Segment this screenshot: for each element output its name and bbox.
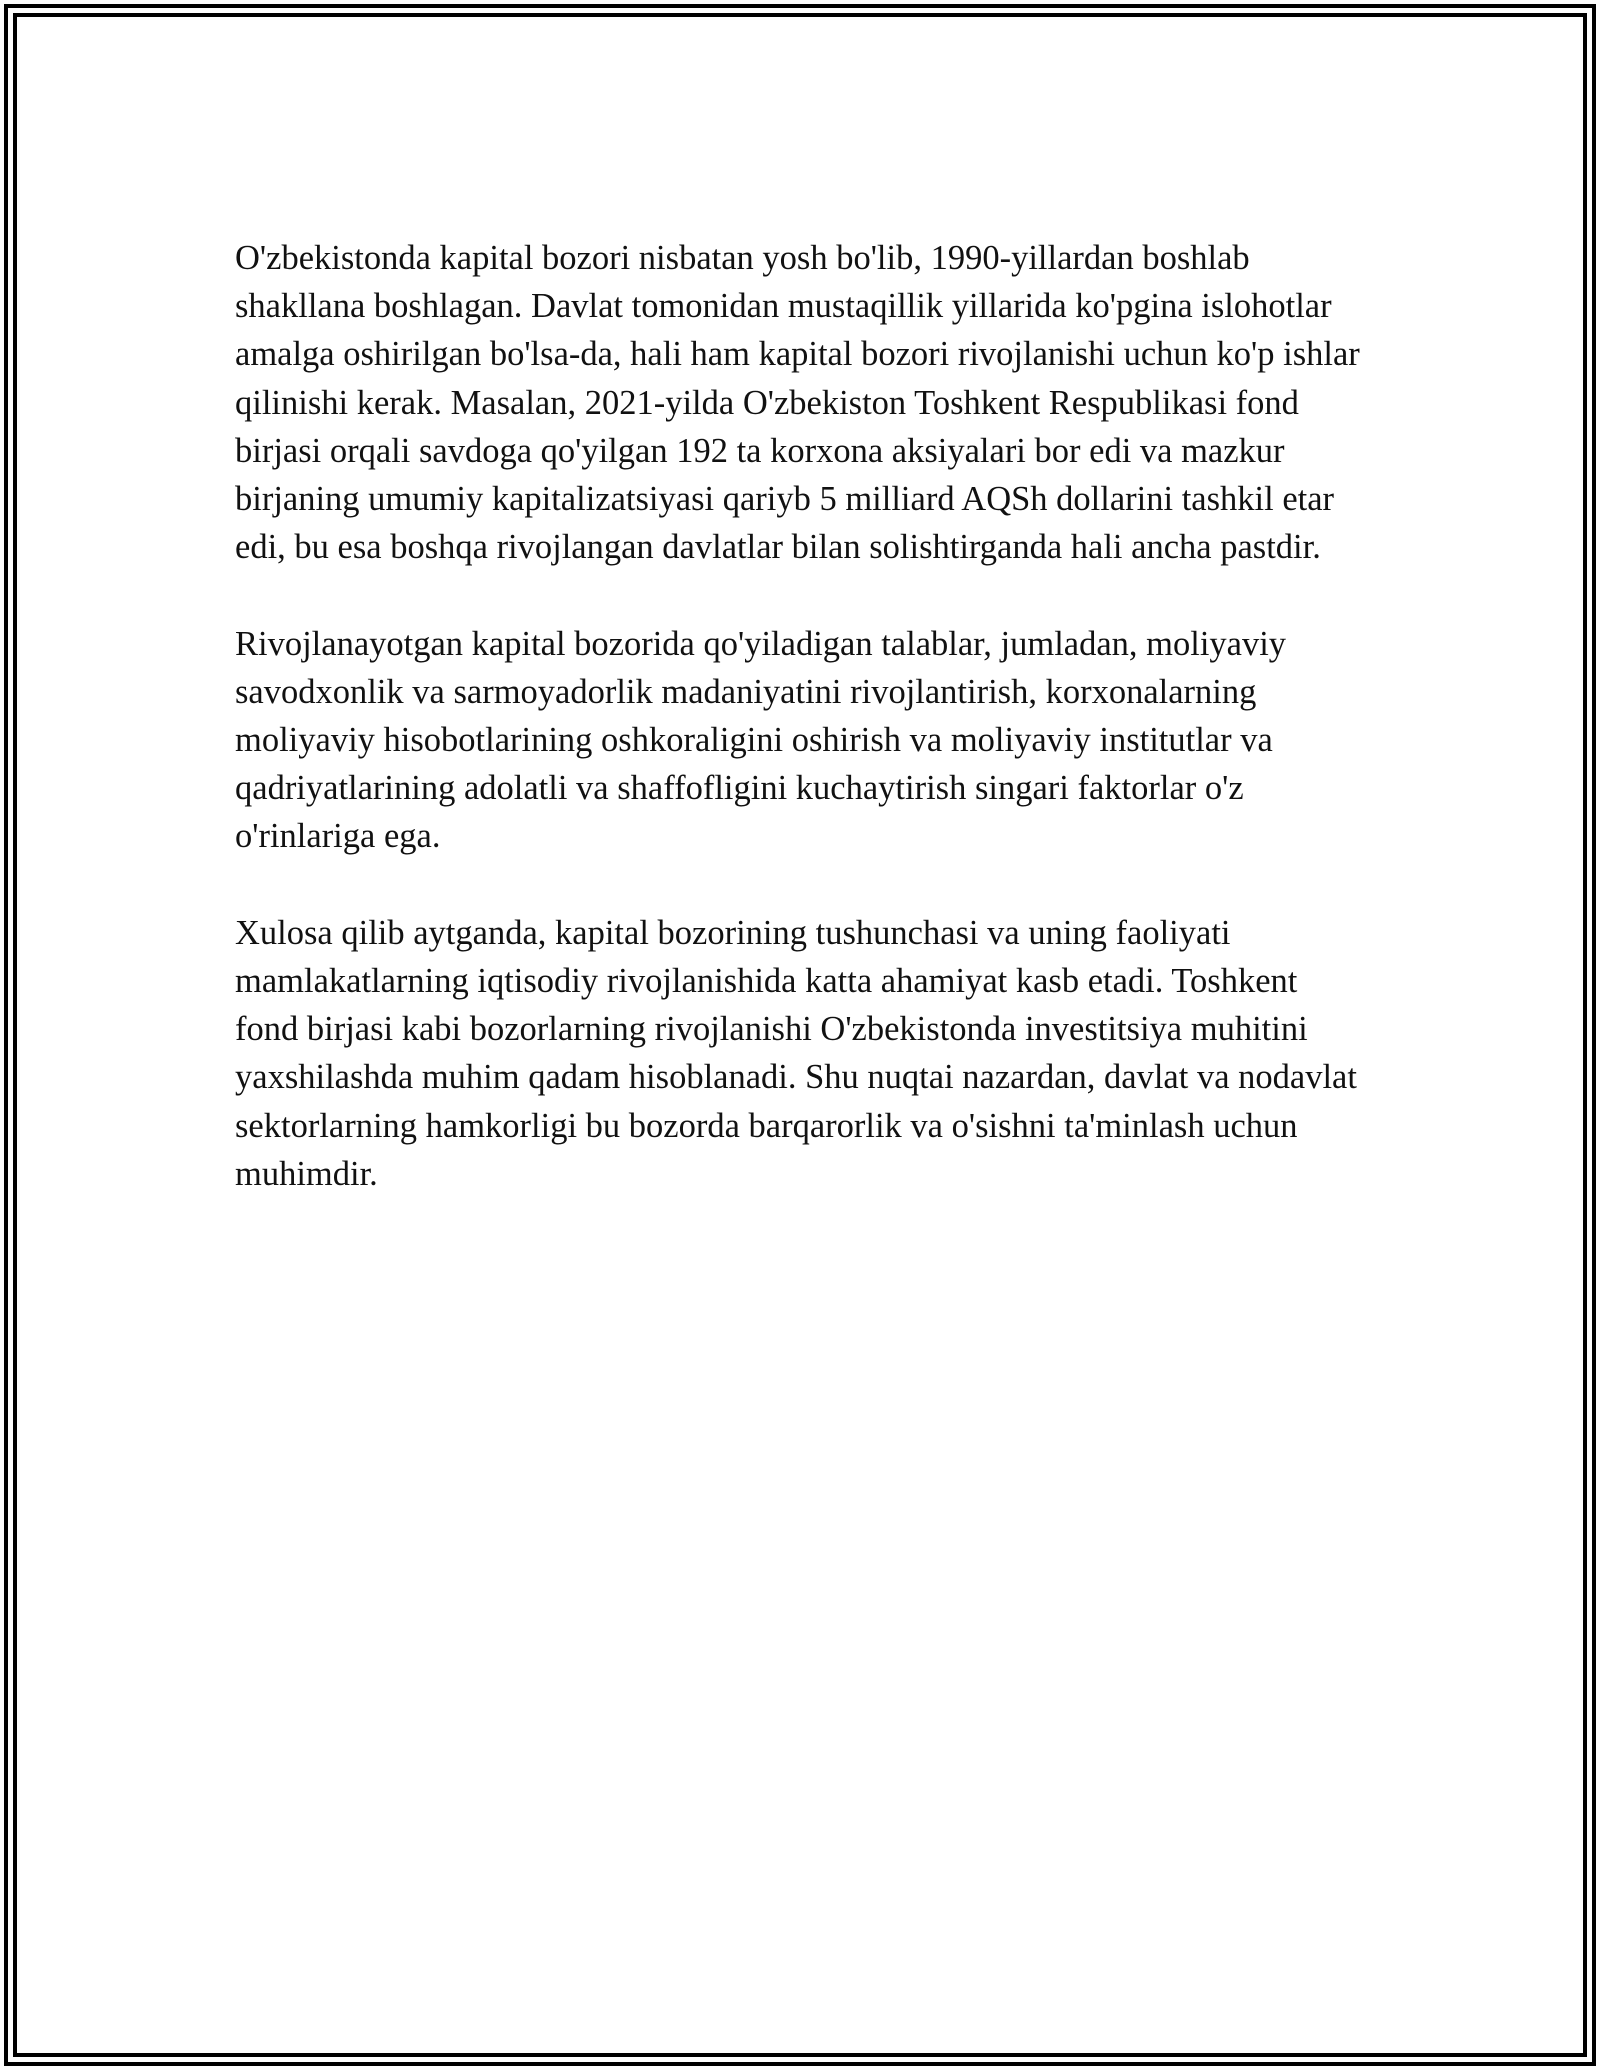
document-body <box>235 234 1365 1246</box>
paragraph-requirements: Rivojlanayotgan kapital bozorida qo'yiladigan talablar, jumladan, moliyaviy savodxonlik va sarmoyadorlik madaniyatini rivojlantirish, korxonalarning moliyaviy hisobotlarining oshkoraligini oshirish va moliyaviy institutlar va qadriyatlarining adolatli va shaffofligini kuchaytirish singari faktorlar o'z o'rinlariga ega. <box>235 624 1287 856</box>
paragraph-conclusion: Xulosa qilib aytganda, kapital bozorining tushunchasi va uning faoliyati mamlakatlarning iqtisodiy rivojlanishida katta ahamiyat kasb etadi. Toshkent fond birjasi kabi bozorlarning rivojlanishi O'zbekistonda investitsiya muhitini yaxshilashda muhim qadam hisoblanadi. Shu nuqtai nazardan, davlat va nodavlat sektorlarning hamkorligi bu bozorda barqarorlik va o'sishni ta'minlash uchun muhimdir. <box>235 913 1357 1193</box>
paragraph-intro: O'zbekistonda kapital bozori nisbatan yosh bo'lib, 1990-yillardan boshlab shakllana boshlagan. Davlat tomonidan mustaqillik yillarida ko'pgina islohotlar amalga oshirilgan bo'lsa-da, hali ham kapital bozori rivojlanishi uchun ko'p ishlar qilinishi kerak. Masalan, 2021-yilda O'zbekiston Toshkent Respublikasi fond birjasi orqali savdoga qo'yilgan 192 ta korxona aksiyalari bor edi va mazkur birjaning umumiy kapitalizatsiyasi qariyb 5 milliard AQSh dollarini tashkil etar edi, bu esa boshqa rivojlangan davlatlar bilan solishtirganda hali ancha pastdir. <box>235 239 1360 567</box>
